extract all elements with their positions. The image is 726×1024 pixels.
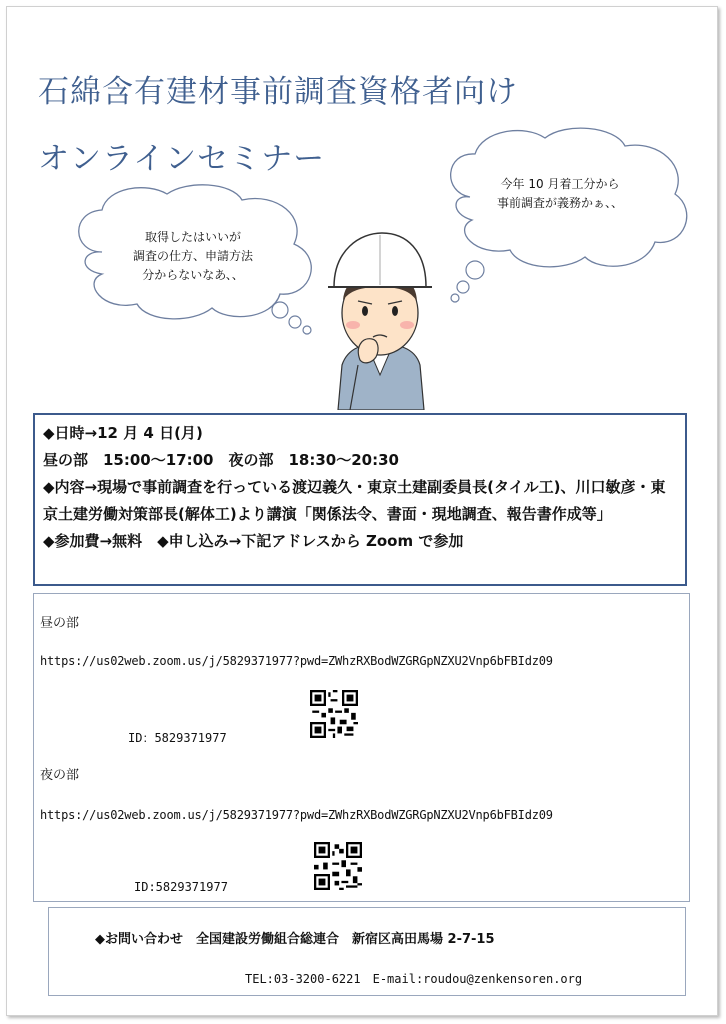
bubble-left-line: 取得したはいいが xyxy=(144,230,241,244)
day-session-label: 昼の部 xyxy=(40,616,80,631)
contact-address: ◆お問い合わせ 全国建設労働組合総連合 新宿区高田馬場 2-7-15 xyxy=(95,932,495,947)
thought-bubble-right xyxy=(430,122,700,307)
bubble-right-line: 今年 10 月着工分から xyxy=(500,177,620,191)
bubble-left-line: 分からないなあ、、 xyxy=(142,268,244,282)
night-meeting-id: ID:5829371977 xyxy=(134,880,228,894)
event-content: ◆内容→現場で事前調査を行っている渡辺義久・東京土建副委員長(タイル工)、川口敏彦・東京土建労働対策部長(解体工)より講演「関係法令、書面・現地調査、報告書作成等」 xyxy=(43,478,666,523)
event-fee-apply: ◆参加費→無料 ◆申し込み→下記アドレスから Zoom で参加 xyxy=(43,532,464,550)
day-zoom-url[interactable]: https://us02web.zoom.us/j/5829371977?pwd=ZWhzRXBodWZGRGpNZXU2Vnp6bFBIdz09 xyxy=(40,654,553,668)
bubble-left-text xyxy=(108,228,278,285)
day-meeting-id: ID：5829371977 xyxy=(128,731,227,745)
event-info-box xyxy=(33,413,687,586)
night-zoom-url[interactable]: https://us02web.zoom.us/j/5829371977?pwd=ZWhzRXBodWZGRGpNZXU2Vnp6bFBIdz09 xyxy=(40,808,553,822)
bubble-left-line: 調査の仕方、申請方法 xyxy=(132,249,253,263)
night-session-label: 夜の部 xyxy=(40,768,80,783)
contact-tel-email[interactable]: TEL:03-3200-6221 E-mail:roudou@zenkensoren.org xyxy=(245,972,583,986)
page-title: 石綿含有建材事前調査資格者向け xyxy=(38,74,518,110)
worker-illustration xyxy=(320,225,440,410)
event-date: ◆日時→12 月 4 日(月) xyxy=(43,424,203,442)
bubble-right-line: 事前調査が義務かぁ、、 xyxy=(496,196,623,210)
event-times: 昼の部 15:00～17:00 夜の部 18:30～20:30 xyxy=(43,451,399,469)
contact-box xyxy=(48,907,686,996)
day-qr-code[interactable] xyxy=(310,690,358,738)
zoom-links-box xyxy=(33,593,690,902)
bubble-right-text xyxy=(470,175,650,213)
night-qr-code[interactable] xyxy=(314,842,362,890)
page-subtitle: オンラインセミナー xyxy=(38,141,326,177)
